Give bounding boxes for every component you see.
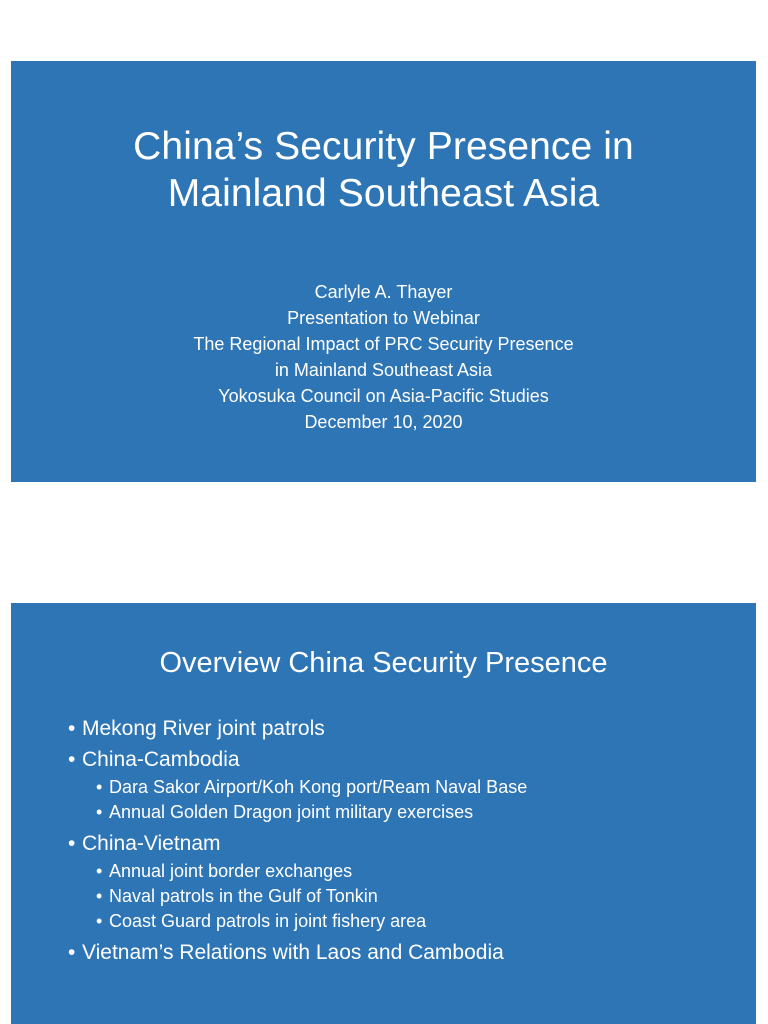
presentation-type: Presentation to Webinar — [287, 308, 480, 328]
sub-bullet-text: Annual Golden Dragon joint military exercises — [109, 802, 474, 822]
bullet-item — [68, 744, 736, 825]
sub-bullet-text: Annual joint border exchanges — [109, 861, 353, 881]
bullet-text: China-Vietnam — [82, 832, 221, 855]
sub-bullet-text: Coast Guard patrols in joint fishery area — [109, 911, 427, 931]
bullet-glyph: • — [68, 748, 76, 771]
bullet-glyph: • — [96, 911, 103, 931]
bullet-item — [68, 713, 736, 744]
bullet-item — [68, 828, 736, 934]
sub-bullet-item — [96, 909, 736, 934]
author-name: Carlyle A. Thayer — [314, 282, 453, 302]
slide-title: Overview China Security Presence — [159, 647, 608, 679]
bullet-glyph: • — [68, 941, 76, 964]
slide-title-line-2: Mainland Southeast Asia — [167, 172, 600, 215]
sub-bullet-item — [96, 884, 736, 909]
sub-bullet-list — [68, 859, 736, 934]
bullet-list — [68, 713, 736, 968]
presentation-date: December 10, 2020 — [304, 412, 463, 432]
bullet-glyph: • — [96, 886, 103, 906]
sub-bullet-list — [68, 775, 736, 825]
webinar-title-line-1: The Regional Impact of PRC Security Presence — [193, 334, 574, 354]
sub-bullet-item — [96, 800, 736, 825]
bullet-glyph: • — [96, 861, 103, 881]
bullet-glyph: • — [68, 717, 76, 740]
webinar-title-line-2: in Mainland Southeast Asia — [274, 360, 493, 380]
bullet-text: Mekong River joint patrols — [82, 717, 325, 740]
slide-title — [11, 123, 756, 217]
bullet-text: Vietnam’s Relations with Laos and Cambodia — [82, 941, 504, 964]
bullet-glyph: • — [96, 802, 103, 822]
sub-bullet-item — [96, 859, 736, 884]
sub-bullet-item — [96, 775, 736, 800]
bullet-item — [68, 937, 736, 968]
bullet-text: China-Cambodia — [82, 748, 240, 771]
overview-slide — [11, 603, 756, 1024]
organizer: Yokosuka Council on Asia-Pacific Studies — [218, 386, 549, 406]
sub-bullet-text: Naval patrols in the Gulf of Tonkin — [109, 886, 378, 906]
slide-title-line-1: China’s Security Presence in — [133, 125, 634, 168]
sub-bullet-text: Dara Sakor Airport/Koh Kong port/Ream Naval Base — [109, 777, 528, 797]
bullet-glyph: • — [68, 832, 76, 855]
title-slide — [11, 61, 756, 482]
slide-subtitle — [11, 279, 756, 435]
bullet-glyph: • — [96, 777, 103, 797]
